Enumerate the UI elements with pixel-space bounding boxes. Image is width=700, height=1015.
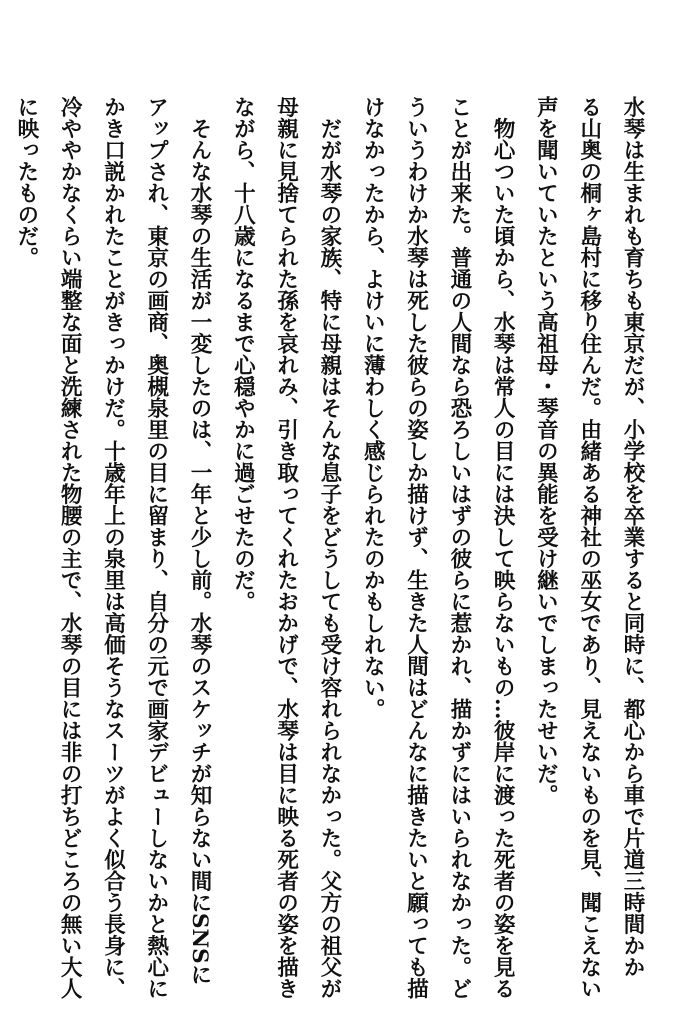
text-line-7: けなかったから、よけいに薄わしく感じられたのかもしれない。 <box>360 96 386 720</box>
text-line-10: ながら、十八歳になるまで心穏やかに過ごせたのだ。 <box>230 96 256 612</box>
text-line-11: そんな水琴の生活が一変したのは、一年と少し前。水琴のスケッチが知らない間にSNSに <box>187 96 213 986</box>
text-line-12: アップされ、東京の画商、奥槻泉里の目に留まり、自分の元で画家デビューしないかと熱心に <box>143 96 169 999</box>
text-line-6: ういうわけか水琴は死した彼らの姿しか描けず、生きた人間はどんなに描きたいと願っても描 <box>403 96 429 999</box>
text-line-1: 水琴は生まれも育ちも東京だが、小学校を卒業すると同時に、都心から車で片道三時間かか <box>620 96 645 978</box>
text-line-5: ことが出来た。普通の人間なら恐ろしいはずの彼らに惹かれ、描かずにはいられなかった。ど <box>446 96 472 999</box>
text-line-15: に映ったものだ。 <box>13 96 39 268</box>
vertical-text-body <box>5 96 654 999</box>
text-line-13: かき口説かれたことがきっかけだ。十歳年上の泉里は高価そうなスーツがよく似合う長身に、 <box>100 96 126 999</box>
text-line-4: 物心ついた頃から、水琴は常人の目には決して映らないもの…彼岸に渡った死者の姿を見る <box>490 96 516 999</box>
text-line-14: 冷ややかなくらい端整な面と洗練された物腰の主で、水琴の目には非の打ちどころの無い大人 <box>57 96 83 999</box>
text-line-3: 声を聞いていたという高祖母・琴音の異能を受け継いでしまったせいだ。 <box>533 96 559 806</box>
text-line-2: る山奥の桐ヶ島村に移り住んだ。由緒ある神社の巫女であり、見えないものを見、聞こえない <box>576 96 602 999</box>
text-line-9: 母親に見捨てられた孫を哀れみ、引き取ってくれたおかげで、水琴は目に映る死者の姿を描き <box>273 96 299 999</box>
text-line-8: だが水琴の家族、特に母親はそんな息子をどうしても受け容れられなかった。父方の祖父が <box>316 96 342 999</box>
